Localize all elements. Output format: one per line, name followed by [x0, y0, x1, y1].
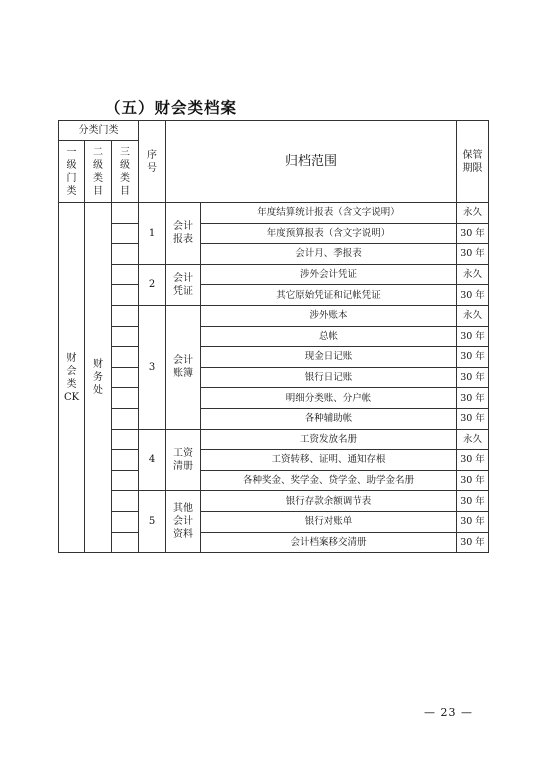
retention-term: 30 年 — [457, 388, 489, 409]
retention-term: 永久 — [457, 203, 489, 224]
table-row — [59, 264, 489, 285]
table-row — [59, 491, 489, 512]
group-name: 会计 账簿 — [166, 305, 201, 429]
table-row — [59, 388, 489, 409]
level3-cell — [112, 491, 139, 512]
term-header: 保管 期限 — [457, 121, 489, 203]
retention-term: 30 年 — [457, 347, 489, 368]
level2-header: 二 级 类 目 — [85, 141, 112, 203]
retention-term: 30 年 — [457, 223, 489, 244]
seq-number: 5 — [139, 491, 166, 553]
level3-header: 三 级 类 目 — [112, 141, 139, 203]
level3-cell — [112, 388, 139, 409]
retention-term: 30 年 — [457, 244, 489, 265]
scope-item: 工资发放名册 — [201, 429, 457, 450]
group-name: 会计 凭证 — [166, 264, 201, 305]
table-row — [59, 367, 489, 388]
table-row — [59, 408, 489, 429]
table-row — [59, 285, 489, 306]
retention-term: 30 年 — [457, 326, 489, 347]
scope-item: 会计档案移交清册 — [201, 532, 457, 553]
scope-item: 银行对账单 — [201, 511, 457, 532]
level3-cell — [112, 326, 139, 347]
level3-cell — [112, 408, 139, 429]
group-name: 工资 清册 — [166, 429, 201, 491]
table-row — [59, 326, 489, 347]
retention-term: 永久 — [457, 305, 489, 326]
retention-term: 永久 — [457, 429, 489, 450]
scope-item: 涉外账本 — [201, 305, 457, 326]
scope-item: 各种奖金、奖学金、贷学金、助学金名册 — [201, 470, 457, 491]
section-title: （五）财会类档案 — [105, 99, 238, 117]
level3-cell — [112, 532, 139, 553]
level3-cell — [112, 511, 139, 532]
page-number: — 23 — — [424, 706, 473, 719]
level3-cell — [112, 429, 139, 450]
level3-cell — [112, 285, 139, 306]
scope-item: 明细分类账、分户帐 — [201, 388, 457, 409]
retention-term: 30 年 — [457, 491, 489, 512]
scope-item: 年度预算报表（含文字说明） — [201, 223, 457, 244]
retention-term: 30 年 — [457, 470, 489, 491]
scope-header: 归档范围 — [166, 121, 457, 203]
retention-term: 30 年 — [457, 367, 489, 388]
table-row — [59, 450, 489, 471]
level3-cell — [112, 223, 139, 244]
scope-item: 银行日记账 — [201, 367, 457, 388]
level3-cell — [112, 347, 139, 368]
seq-number: 4 — [139, 429, 166, 491]
level3-cell — [112, 305, 139, 326]
level3-cell — [112, 264, 139, 285]
seq-number: 2 — [139, 264, 166, 305]
level2-category: 财 务 处 — [85, 203, 112, 553]
seq-number: 3 — [139, 305, 166, 429]
retention-term: 永久 — [457, 264, 489, 285]
group-name: 其他 会计 资料 — [166, 491, 201, 553]
scope-item: 涉外会计凭证 — [201, 264, 457, 285]
table-row — [59, 203, 489, 224]
table-row — [59, 511, 489, 532]
scope-item: 总帐 — [201, 326, 457, 347]
table-row — [59, 532, 489, 553]
scope-item: 各种辅助帐 — [201, 408, 457, 429]
level3-cell — [112, 450, 139, 471]
table-row — [59, 470, 489, 491]
scope-item: 工资转移、证明、通知存根 — [201, 450, 457, 471]
level1-header: 一 级 门 类 — [59, 141, 85, 203]
table-row — [59, 347, 489, 368]
table-row — [59, 244, 489, 265]
level3-cell — [112, 244, 139, 265]
retention-term: 30 年 — [457, 450, 489, 471]
retention-term: 30 年 — [457, 532, 489, 553]
category-header: 分类门类 — [59, 121, 139, 141]
scope-item: 现金日记账 — [201, 347, 457, 368]
seq-header: 序 号 — [139, 121, 166, 203]
seq-number: 1 — [139, 203, 166, 265]
archive-table — [58, 120, 489, 553]
retention-term: 30 年 — [457, 285, 489, 306]
table-row — [59, 429, 489, 450]
level1-category: 财 会 类 CK — [59, 203, 85, 553]
level3-cell — [112, 203, 139, 224]
table-row — [59, 305, 489, 326]
retention-term: 30 年 — [457, 511, 489, 532]
level3-cell — [112, 470, 139, 491]
table-row — [59, 223, 489, 244]
scope-item: 其它原始凭证和记帐凭证 — [201, 285, 457, 306]
scope-item: 会计月、季报表 — [201, 244, 457, 265]
scope-item: 年度结算统计报表（含文字说明） — [201, 203, 457, 224]
group-name: 会计 报表 — [166, 203, 201, 265]
scope-item: 银行存款余额调节表 — [201, 491, 457, 512]
level3-cell — [112, 367, 139, 388]
retention-term: 30 年 — [457, 408, 489, 429]
